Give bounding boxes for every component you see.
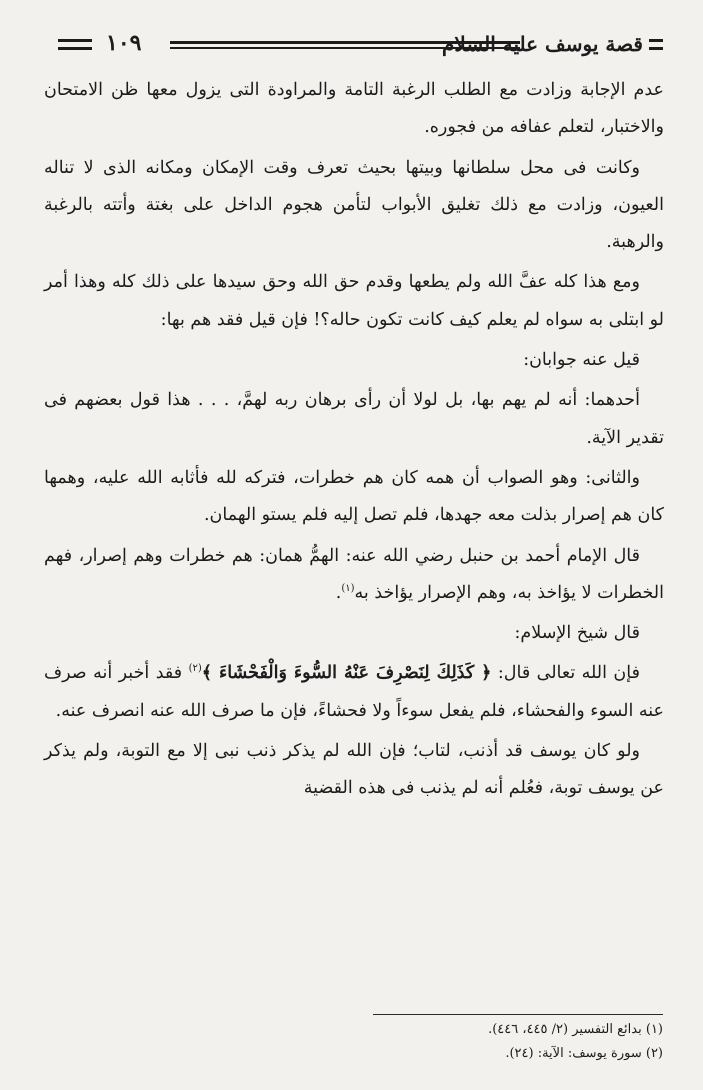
paragraph: ولو كان يوسف قد أذنب، لتاب؛ فإن الله لم يذكر ذنب نبى إلا مع التوبة، ولم يذكر عن يوسف توبة، فعُلم أنه لم يذنب فى هذه القضية [44,741,664,799]
paragraph [44,655,664,730]
footnote-ref: (١) [341,583,355,595]
header-rule [649,39,663,42]
header-rule [649,47,663,50]
footnote: (١) بدائع التفسير (٢/ ٤٤٥، ٤٤٦). [488,1022,663,1037]
running-header [58,26,663,66]
paragraph: قال الإمام أحمد بن حنبل رضي الله عنه: الهمُّ همان: هم خطرات وهم إصرار، فهم الخطرات لا يؤاخذ به، وهم الإصرار يؤاخذ به$^{(١)}$. [44,545,664,603]
paragraph: والثانى: وهو الصواب أن همه كان هم خطرات، فتركه لله فأثابه الله عليه، وهمها كان هم إصرار بذلت معه جهدها، فلم تصل إليه فلم يستو الهمان. [44,467,664,526]
paragraph-text: قال الإمام أحمد بن حنبل رضي الله عنه: الهمُّ همان: هم خطرات وهم إصرار، فهم الخطرات لا يؤاخذ به، وهم الإصرار يؤاخذ به [44,545,664,603]
paragraph-text: فقد أخبر أنه صرف عنه السوء والفحشاء، فلم يفعل سوءاً ولا فحشاءً، فإن ما صرف الله عنه انصرف عنه. [44,663,664,721]
paragraph: عدم الإجابة وزادت مع الطلب الرغبة التامة والمراودة التى يزول معها ظن الامتحان والاختبار، لتعلم عفافه من فجوره. [44,80,664,138]
footnote: (٢) سورة يوسف: الآية: (٢٤). [505,1046,663,1061]
paragraph: ومع هذا كله عفَّ الله ولم يطعها وقدم حق الله وحق سيدها على ذلك كله وهذا أمر لو ابتلى به سواه لم يعلم كيف كانت تكون حاله؟! فإن قيل فقد هم بها: [44,272,664,330]
running-title: قصة يوسف عليه السلام [442,32,643,56]
page-body [44,72,664,811]
paragraph-text: فإن الله تعالى قال: [497,663,640,684]
footnote-separator [373,1014,663,1015]
header-rule [58,47,92,50]
header-rule [58,39,92,42]
page-number: ١٠٩ [106,30,142,56]
paragraph: أحدهما: أنه لم يهم بها، بل لولا أن رأى برهان ربه لهمَّ، . . . هذا قول بعضهم فى تقدير الآية. [44,390,664,448]
paragraph: قيل عنه جوابان: [523,350,640,371]
paragraph: قال شيخ الإسلام: [514,623,640,644]
quran-verse: ﴿ كَذَلِكَ لِنَصْرِفَ عَنْهُ السُّوءَ وَالْفَحْشَاءَ ﴾ [201,663,492,684]
footnotes [43,1018,663,1066]
paragraph: وكانت فى محل سلطانها وبيتها بحيث تعرف وقت الإمكان ومكانه الذى لا تناله العيون، وزادت مع ذلك تغليق الأبواب لتأمن هجوم الداخل على بغتة وأتته بالرغبة والرهبة. [44,157,664,253]
footnote-ref: (٢) [188,663,202,675]
